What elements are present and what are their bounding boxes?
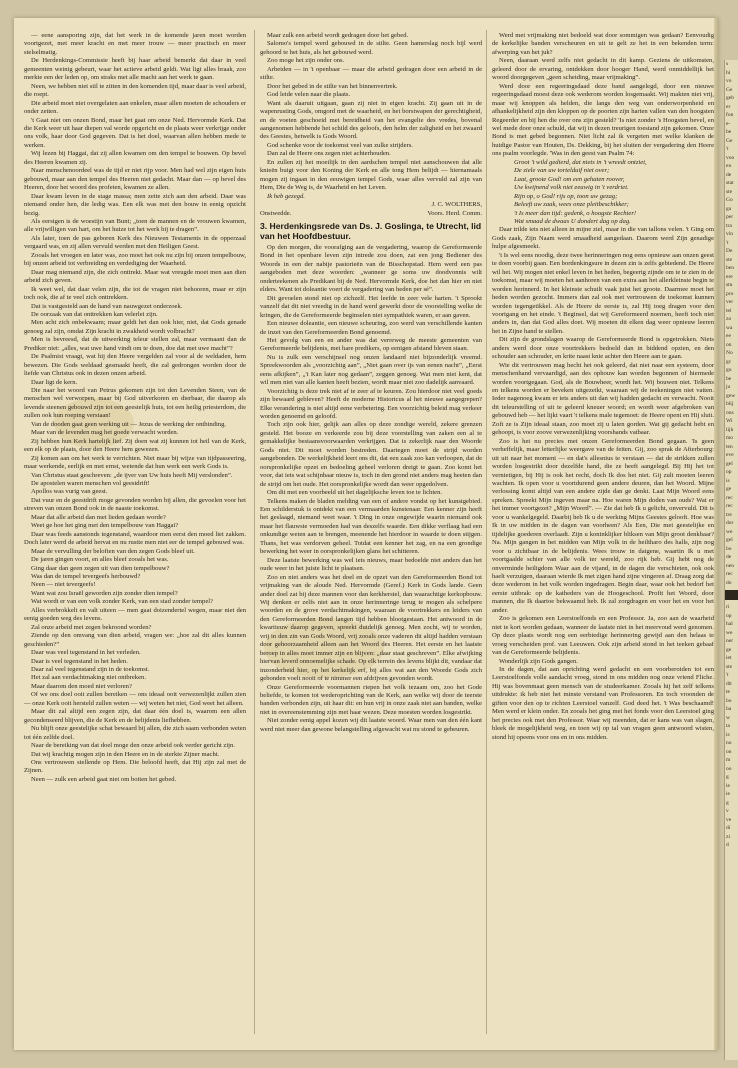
edge-fragment: de [726, 554, 732, 560]
paragraph: Maar dat alle arbeid dan met lieden gedaan worde? [31, 513, 166, 521]
edge-fragment: do [726, 579, 732, 586]
place-name: Onstwedde. [260, 209, 292, 217]
paragraph: Maar dit zal altijd een zegen zijn, dat daar één doel is, waarom een allen gecondenseerd blijven, die de Kerk en de belijdenis liefhebben. [24, 708, 246, 724]
paragraph: Daar kwam leven in de stage massa; men zette zich aan den arbeid. Daar was niemand onder hen, die ledig was. Een elk was met den bouw in eenig opzicht bezig. [24, 192, 246, 217]
edge-fragment: ten [726, 443, 733, 450]
edge-fragment: v [726, 808, 729, 814]
edge-fragment: lijk [726, 426, 734, 433]
paragraph: Maar zulk een arbeid wordt gedragen door het gebed. [267, 32, 409, 39]
paragraph: Ging daar dan geen zegen uit van dien tempelbouw? [31, 564, 170, 572]
column-divider [254, 30, 255, 1034]
paragraph: Die arbeid moet niet overgelaten aan enkelen, maar allen moeten de schouders er onder zetten. [24, 99, 246, 116]
edge-fragment: e- [726, 120, 731, 127]
paragraph: Dit gevoelen stond niet op zichzelf. Het leefde in zeer vele harten. 't Sprookt vanzelf dat dit niet vreedig in de hand werd gewerkt door de voorstelling welke de kringen, die de Gereformeerde beginselen niet sympathiek waren, er aan gaven. [260, 294, 482, 319]
paragraph: — eene aansporing zijn, dat het werk in de komende jaren moet worden voortgezet, met meer kracht en met meer trouw — meer practisch en meer stelselmatig. [24, 32, 246, 56]
paragraph: Alles verbrokkelt en valt uiteen — men gaat doizendertel wegen, maar niet den eenig goeden weg des levens. [24, 606, 246, 623]
edge-fragment: per [726, 214, 734, 220]
paragraph: Zoo is het nu precies met onzen Gereformeerden Bond gegaan. 'Is geen verheffelijk, maar letterlijke weergave van de feiten. Gij, zoo sprak de Afterbourg: uit uit naar het moment — en dat's allesnius te verstaan — dat de strikken zullen worden losgestrikt door dezelfde hand, die ze heeft aangelegd. Bij Hij het tot vernietigen, bij Hij is ook het recht, doch Ik dos het niet. Gij zult moeten leeren wachten. Ik open voor u voortdurend geen andere deuren, dan het Woord. Mijne verlossing komt altijd van een andere zijde dan ge denkt. Laat Mijn Woord eens spreken. Spreekt Mijn ingeven maar na. Hoe waren Mijn doden van ouds? Wat er het immer voortgezet? „Mijn Woord”. — Zie dat heb Ik u gelicht, onvervuld. Dit is voor u wankelgegeld. Daarbij heb Ik u de werking Mijns Geestes gelooft. Hoe was Ik in uw midden in de dagen van voorheen? Als Een, Die met geestelijke en tijdelijke goederen overlaadt. Zijn u koninklijker bliksen van Mijn groot denkbaar? Na. Mijn gangen in het midden van Mijn volk in de heiltharo des halls, zijn nog voor u zichtbaar in de belijdenis. Wees trouw in datgene, waartin Ik u met voortgaalde schier van alle volk ter wereld, zoo rijk heb. Gij hebt nog de onverminde heiligdom Waar aan de vijand, in de dagen die verschieten, ook ook haelt verzuigen, daaraan wierde Ik met zigen hand zijne vingeren af. Draag zorg dat deze wederom in het volk worden ingedragen. Begin daar, waar ook het bedorf het eerste uitbrak: op de katheders van de Hoogeschool. Profit het Woord, door mannen, die Ik daartoe bekwaamd heb. Ik zal zorgdragen en voor het en voor het ander. [492, 437, 714, 614]
edge-fragment: stu [726, 282, 733, 288]
edge-fragment: en [726, 163, 732, 169]
paragraph: Ik heb gezegd. [267, 192, 305, 200]
paragraph: Ons vertrouwen stellende op Hem. Die beloofd heeft, dat Hij zijn zal met de Zijnen. [24, 758, 246, 775]
edge-fragment: dor [726, 520, 734, 526]
article-heading: 3. Herdenkingsrede van Ds. J. Goslinga, te Utrecht, lid van het Hoofdbestuur. [260, 220, 482, 241]
paragraph: Daar trilde iets niet alleen in mijne ziel, maar in die van tallons velen. 't Ging om Gods zaak, Zijn Naam werd smaadheid aangedaan. Daarom werd Zijn genadige hulpe afgesmeekt. [492, 226, 714, 251]
edge-fragment: tra [726, 222, 732, 229]
edge-fragment: hal [726, 621, 733, 627]
edge-fragment: te [726, 689, 730, 695]
edge-fragment: bo [726, 545, 732, 552]
edge-fragment: ba [726, 706, 732, 712]
paragraph: Werd door een regeeringsdaad deze band aangelegd, door een nieuwe regeeringsdaad moest deze ook wederom worden losgemaakt. Wij makten niet vrij, maar wij knoppen als helden, die langs den weg van onderworpenheid en afhankelijkheid zijn den kloppen op de poorten zijn harten vallen van den hoogsten Regeerder en bij hen die over ons zijn gesteld? 'Is niet zonder 's Hoogsten bevel, en wel mede door onze schuld, dat wij in dezen treurigen toestand zijn gekomen. Onze Bond is met gebed begonnen. Niet licht zal ik vergeten met welke klanken de huidige Pastor van Houten, Ds. Dekking, bij het sluiten der vergadering den Heere ons psalm voorlegde. 'Was in den geest van Psalm 74: [492, 82, 714, 158]
paragraph: Van Christus staat geschreven: „de ijver van Uw huis heeft Mij verslonden”. [31, 471, 233, 479]
edge-fragment: ste [726, 188, 733, 195]
verse-line: De ziele van uw tortelduif niet over; [514, 167, 610, 175]
paragraph: Nu blijft onze geestelijke schat bewaard bij allen, die zich saam verbonden weten tot één zelfde doel. [24, 725, 246, 741]
paragraph: Zoo moge het zijn onder ons. [267, 57, 345, 65]
edge-fragment: we [726, 629, 733, 636]
paragraph: Was dan de tempel tevergeefs herbouwd? [31, 573, 141, 580]
edge-fragment: di [726, 825, 731, 831]
paragraph: Zooals het vroegen en later was, zoo moet het ook nu zijn bij onzen tempelbouw, bij onzen arbeid tot verbreiding en verdediging der Waarheid. [24, 251, 246, 268]
paragraph: De Psalmist vraagt, wat hij den Heere vergelden zal voor al de weldaden, hem bewezen. Die Gods weldaad gesmaakt heeft, die zal gedrongen worden door de liefde van Christus ook in dezen onzen arbeid. [24, 353, 246, 378]
newspaper-page [14, 18, 718, 1050]
paragraph: Neen — niet tevergeefs! [31, 581, 96, 589]
edge-fragment: Ge [726, 86, 733, 93]
edge-fragment: wa [726, 324, 733, 331]
edge-fragment: nen [726, 562, 734, 569]
edge-fragment: ons [726, 409, 734, 416]
edge-fragment: blij [726, 401, 734, 407]
paragraph: Om dit met een voorbeeld uit het dagelijksche leven toe te lichten. [267, 489, 443, 497]
psalm-verse [492, 159, 714, 227]
paragraph: Wonderlijk zijn Gods gangen. [499, 657, 578, 665]
edge-fragment: ta [726, 723, 730, 729]
paragraph: Dat is vastgesteld aan de hand van nauwgezet onderzoek. [31, 302, 183, 310]
edge-fragment: ie [726, 782, 730, 789]
paragraph: Daar zal veel tegenstand zijn in de toekomst. [31, 665, 150, 673]
paragraph: Door het gebed in de stilte van het binnenvertrek. [267, 82, 398, 90]
paragraph: God leide velen naar die plaats. [267, 91, 351, 99]
paragraph: Arbeiden — in 't openbaar — maar die arbeid gedragen door een arbeid in de stilte. [260, 65, 482, 82]
edge-fragment: bo [726, 697, 732, 704]
paragraph: Een nieuwe doleantie, een nieuwe scheuring, zoo werd van verschillende kanten de inzet van den Gereformeerden Bond genoemd. [260, 320, 482, 336]
paragraph: Neen, we hebben niet stil te zitten in den komenden tijd, maar daar is veel arbeid, die roept. [24, 82, 246, 99]
paragraph: Dan zal de Heere ons zegen niet achterhouden. [267, 150, 391, 158]
paragraph: Naar menschenoordeel was de tijd er niet rijp voor. Men had wel zijn eigen huis gebouwd, maar aan den tempel des Heeren niet gedacht. Maar dan — op bevel des Heeren, door het woord des profeten, kwamen ze allen. [24, 167, 246, 192]
paragraph: Neen — zulk een arbeid gaat niet om boiten het gebed. [31, 775, 177, 783]
edge-fragment: be [726, 129, 732, 135]
edge-fragment: op [726, 612, 732, 619]
paragraph: 't Is wel eens noodig, deze twee herinneringen nog eens opnieuw aan onzen geest te doen voorbij gaan. Een bordenkingsure in dezen zin is zelfs gebiedend. De Heere wil het. Wij mogen niet enkel leven in het heden, begeerig zijnde om te te zien in de toekomst, maar wij moeten het aanhoren van een extra aan het allerkleinste begin te worden herinnerd. In het kleinste schuilt vaak juist het groote. Daarmee moet het heden worden gezocht. Immers dan zal ook met vertrouwen de toekomst kunnen worden tegengetikkel. Als de Heere de eerste is, zal Hij toeg dragen voor den voortgang en het einde. 't Beginsel, dat wij Gereformeerd noemen, heeft toch niet anders in, dan dat God alles doet. Wij moeten dit elken dag weer opnieuw leeren het in Zijne hand te stellen. [492, 251, 714, 335]
edge-fragment: on [726, 341, 732, 348]
paragraph: Telkens maken de bladen melding van een of andere vondst op het kunstgebied. Een schilderstuk is ontdekt van een vermaarden kunstenaar. Een kenner zijn heeft het geslaagd, niemand weet waar. 't Ding in onze ongewijde waarin niemand ook maar het flauwste vermoeden had van deszelfs waarde. Een dikke verflaag had een onkundige weten aan te brengen, meenende het hierdoor in waarde te doen stijgen. Thans, het was verdorven geheel. Totdat een kenner het zag, en na een grondige bewerking het weer in oorspronkelijken glans het schitteren. [260, 497, 482, 556]
edge-fragment: ste [726, 663, 733, 670]
paragraph: Van de dooden gaat geen werking uit — Jezus de werking der ontbinding. [31, 420, 227, 428]
edge-fragment: vo [726, 78, 732, 84]
edge-fragment: pro [726, 290, 734, 297]
paragraph: Als later, toen de pas geboren Kerk des Nieuwen Testaments in de opperzaal vergaard was, en zij allen vervuld werden met den Heiligen Geest. [24, 234, 246, 251]
paragraph: God schenke voor de toekomst veel van zulke strijders. [267, 141, 413, 149]
edge-fragment: 't [726, 146, 729, 152]
edge-fragment: ere [726, 273, 733, 280]
edge-fragment: stat [726, 180, 734, 186]
verse-line: Wat smaad de dwaas U dondert dag op dag. [514, 217, 631, 225]
paragraph: Men acht zich onbekwaam; maar geldt het dan ook hier, niet, dat Gods genade genoeg zal zijn, omdat Zijn kracht in zwakheid wordt volbracht? [24, 319, 246, 335]
paragraph: Salomo's tempel werd gebouwd in de stilte. Geen hamerslag noch bijl werd gehoord te het huis, als het gebouwd werd. [260, 40, 482, 56]
edge-fragment: ver [726, 299, 734, 305]
edge-fragment: de [726, 171, 732, 178]
paragraph: Zoo is gekomen een Leerstoelfonds en een Professor. Ja, zoo aan de waarheid niet te kort worden gedaan, wanneer de laatste niet in het meervoud werd genomen. Op deze plaats wordt nog een eerbiedige herinnering gewijd aan den helaas te vroeg verscheiden prof. van Leeuwen. Ook zijn arbeid stond in het teeken gebaaf van de Gereformeerde belijdenis. [492, 615, 714, 657]
paragraph: Het zal aan verdachtmaking niet ontbreken. [31, 674, 146, 682]
paragraph: Dat wij krachtig mogen zijn in den Heere en in de sterkte Zijner macht. [31, 750, 220, 758]
edge-fragment: eve [726, 452, 734, 458]
paragraph: Zal onze arbeid met zegen bekroond worden? [31, 623, 152, 631]
edge-fragment: oo [726, 765, 732, 772]
paragraph: Voorzichtig is deze trek niet af te zeer af te keuren. Zou hierdoor niet veel goeds zijn bewaard gebleven? Heeft de moderne Historicus al het nieuwe aangegrepen? Elke verandering is niet altijd eene verbetering. Een voorzichtig beleid mag verkeer worden genoemd en geloofd. [260, 387, 482, 421]
text-column-3 [492, 32, 714, 1032]
paragraph: De apostelen waren menschen vol geestdrift! [31, 480, 150, 488]
edge-fragment: er [726, 103, 731, 110]
paragraph: Want als daaruit uitgaan, gaan zij niet in eigen kracht. Zij gaan uit in de wapenrusting Gods, omgord met de waarheid, en het borstwapen der gerechtigheid, en de voeten geschoeid met bereidheid van het evangelie des vredes, bovenal aangenomen hebbende het schild des geloofs, den helm der zaligheid en het zwaard des Geestes, hetwelk is Gods Woord. [260, 99, 482, 141]
paragraph: Daar ligt de kern. [31, 378, 78, 386]
edge-fragment: tel [726, 307, 732, 314]
edge-fragment: m [726, 757, 731, 763]
edge-fragment: d [726, 842, 729, 848]
paragraph: Ziende op den omvang van dien arbeid, vragen we: „hoe zal dit alles kunnen geschieden?” [24, 632, 246, 648]
signature-name: J. C. WOLTHERS, [431, 201, 482, 209]
edge-fragment: gc [726, 358, 732, 365]
paragraph: Deze laatste bewerking was wel iets nieuws, maar bedoelde niet anders dan het oude weer in het juiste licht te plaatsen. [260, 556, 482, 573]
edge-fragment: ju [726, 384, 731, 390]
paragraph: Dat vuur en de geestdrift moge gevonden worden bij allen, die gevoelen voor het streven van onzen Bond ook in de naaste toekomst. [24, 496, 246, 513]
edge-fragment: zo [726, 316, 732, 322]
paragraph: Toch zijn ook hier, gelijk aan alles op deze zondige wereld, zekere grenzen gesteld. Het booze en verkeerde zou bij deze voorstelling van zaken een al te gemakkelijke bestaansvoorwaarden verkrijgen. Dat is zekerlijk naar den Woorde Gods niet. Dit moet worden bestreden. Daartegen moet de strijd worden aangebonden. De werkelijkheid leert ons dit, dat een zaak zoo kan verloopen, dat de oorspronkelijke opzet en bedoeling geheel verloren dreigt te gaan. Zoo komt het voor, dat iets wat schijnbaar nieuw is, toch in den grond niet anders mag heeten dan de strijd om het oude. Het oorspronkelijke wordt dan weer opgedolven. [260, 421, 482, 488]
edge-block [725, 590, 738, 600]
paragraph: Zij hebben hun Kerk hartelijk lief. Zij doen wat zij kunnen tot heil van de Kerk, een elk op de plaats, door den Heere hem gewezen. [24, 437, 246, 454]
edge-fragment: fon [726, 112, 734, 118]
edge-fragment: ga [726, 205, 732, 212]
paragraph: Zoo en niet anders was het doel en de opzet van den Gereformeerden Bond tot vrijmaking van de aloude Ned. Hervormde (Geref.) Kerk in Gods lande. Geen ander doel zat bij deze mannen voor dan kerkherstel, dan waarachtige kerkopbouw. Wij denken er zelfs niet aan in onze herinneringe terug te mogen als schelpere woorden en de grove verdachtmakingen, waaraan de voortrekkers en leiders van den Gereformeerden Bond langen tijd hebben blootgestaan. Het antwoord in de kwartieuw daarop gegeven, spreekt duidelijk genoeg. Men zocht, wij te worden, vrij in den zin van Gods Woord, vrij zooals onze vaderen dit altijd hadden verstaan door gehoorzaamheid alleen aan het Woord des Heeren. Het eerste en het laatste beroep in alles moet immer zijn en blijven: „daar staat geschreven”. Elke afwijking hiervan leverd onnoemelijke schade. Op elk terrein des levens blijkt dit, vandaar dat inzonderheid hier, op het kerkelijk erf, bij alles wat aan den Woorde Gods zich gebonden voelt nooit of te nimmer een afdrijven gevonden wordt. [260, 573, 482, 683]
paragraph: Men is bevreesd, dat de uitwerking teleur stellen zal, maar vermaant dan de Prediker niet: „alles, wat uwe hand vindt om te doen, doe dat met uwe macht”? [24, 336, 246, 352]
paragraph: Maar de vervulling der beloften van den zegen Gods bleef uit. [31, 547, 195, 555]
paragraph: Daar was veel tegenstand in het verleden. [31, 649, 141, 657]
edge-fragment: ner [726, 638, 734, 644]
paragraph: Dit zijn de grondslagen waarop de Gereformeerde Bond is opgetrokken. Niets anders werd door onze voortrekkers bedoeld dan in biddend opzien, en den schouder aan schouder, en krite naast knie achter den Heere aan te gaan. [492, 336, 714, 361]
edge-fragment: ste [726, 256, 733, 263]
text-column-1 [24, 32, 246, 1032]
paragraph: Want wat zou Israël geworden zijn zonder dien tempel? [31, 589, 178, 597]
verse-line: 't Is meer dan tijd: gedenk, o hoogste Rechter! [514, 209, 637, 217]
paragraph: Of we ons doel ooit zullen bereiken — ons ideaal ooit verwezenlijkt zullen zien — onze Kerk ooit hersteld zullen weten — wij weten het niet, God weet het alleen. [24, 691, 246, 707]
edge-fragment: op [726, 469, 732, 475]
edge-fragment: zi [726, 833, 730, 840]
edge-fragment: ben [726, 265, 734, 271]
text-column-2 [260, 32, 482, 1032]
paragraph: Nu is zulk een verschijnsel nog onzen landaard niet bijzonderlijk vreemd. Spreekwoorden als „voorzichtig aan”, „Niet gaan over ijs van eenen nacht”, „Eerst eens afkijken”, „'t Kan later nog gedaan”, zeggen genoeg. Wat men niet kent, dat wil men niet van alle kanten heeft bezien, wordt maar niet zoo dadelijk aanvaard. [260, 353, 482, 387]
edge-fragment: ri [726, 604, 730, 610]
paragraph: 't Gaat niet om onzen Bond, maar het gaat om onze Ned. Hervormde Kerk. Dat die Kerk weer uit haar diepen val worde opgericht en de plaats weer verkrijge onder ons volk, haar door God gegeven. Dat is het doel, waarvan allen hebben mede te werken. [24, 116, 246, 149]
paragraph: Zij komen aan om het werk te verrichten. Niet maar bij wijze van tijdpasseering, maar werkende, eerlijk en met ernst, wetende dat hun werk een werk Gods is. [24, 454, 246, 471]
verse-line: Groot 't wild gedierd, dat niets in 't wreedt ontziet, [514, 158, 647, 166]
paragraph: Neen, daaraan werd zelfs niet gedacht in dit kamp. Geziens de uitkomsten, geleerd door de ervaring, ontdekken door hooger Hand, werd onmiddellijk het woord doorgegeven „geen scheiding, maar vrijmaking”. [492, 57, 714, 82]
edge-fragment: we [726, 528, 733, 535]
paragraph: Daar is veel tegenstand in het heden. [31, 657, 128, 665]
edge-fragment: gu [726, 367, 732, 373]
edge-fragment: gel [726, 537, 733, 543]
paragraph: Maar daarom den moed niet verloren? [31, 682, 132, 690]
verse-line: Beleeft uw zaak, wees onze pleitbeschikker; [514, 201, 629, 209]
signature-title: Voors. Herd. Comm. [427, 209, 482, 217]
edge-fragment: be [726, 375, 732, 382]
edge-fragment: ge [726, 486, 732, 492]
paragraph: Werd met vrijmaking niet bedoeld wat door sommigen was gedaan? Eenvoudig de kerkelijke banden verscheuren en uit te gelt ze het in een bekenden term: afwerping van het juk? [492, 32, 714, 56]
edge-fragment: no [726, 740, 732, 746]
paragraph: Wie dit vertrouwen mag hecht het ook geleerd, dat niet naar een systeem, door menschenhand vervaardigd, aan des ophouw kan worden begonnen of hiermede worden voortgegaan. God, als de Bouwheer, wordt het. Wij bouwen niet. Telkens en telkens worden er beveken uitgezeikt, waaraan wij de teekeningen niet vatten. Ieder nagenoeg kwam er iets anders uit dan wij hadden gedacht en verwacht. Nooit dit teleurstelling of uit te geleerd kneuer woord; en wordt weer afgebroken van gebouwd heb — het lijkt vaart 't telkens male tegemoet: de Heere opent en Hij sluit. Zoft ze is Zijn ideaal staan, zoo moet zij u laten gorden. Wat gij gedacht hebt en gehoopt, is voor zoove verwezenlijking voorshands vatbaar. [492, 361, 714, 437]
paragraph: Onze Gereformeerde voormannen riepen het volk tezaam om, zoo het Gode beliefde, te komen tot wederoprichting van de Kerk, aan welke wij door de teerste banden verbonden zijn, uit haar dit: en hun vrij in onze zaak niet aan banden, welke niet in overeenstemming zijn met haar wezen. Deze moesten worden losgestrikt. [260, 683, 482, 716]
paragraph: Weet ge hoe het ging met den tempelbouw van Haggai? [31, 522, 179, 530]
paragraph: Maar van de levenden mag het goede verwacht worden. [31, 429, 179, 437]
edge-fragment: voo [726, 154, 735, 161]
adjacent-page-edge [724, 60, 738, 1060]
edge-fragment: Ge [726, 137, 733, 144]
verse-line: Rijn op, o God! rijs op, toon uw gezag; [514, 192, 618, 200]
paragraph: In de dagen, dat aan oprichting werd gedacht en een voorberoiden tot een Leerstoelfonds volle aandacht vroeg, stond in ons midden nog onze vriend Fliche. Hij was bovenmaat geen mensch van de studeerkamer. Zooals hij het zelf telkens uitdrukte: ik heb niet het minste verstand van Professoren. En toch vroonden de giften voor den op te richten Leerstoel vanzelf. God deed het. 't Was beschaamd! Men werd er klein onder. En zooals het ging met het fonds voor den Leerstoel ging het precies ook met den Professor. Waar wij meenden, dat er kans was van slagen, bleek de mogelijkheid weg, en toen wij op tal van vragen geen antwoord wisten, stond hij opeens voor ons en in ons midden. [492, 665, 714, 741]
edge-fragment: gew [726, 392, 736, 399]
edge-fragment: ve [726, 816, 732, 823]
edge-fragment: 't [726, 672, 729, 678]
paragraph: Die naar het woord van Petrus gekomen zijn tot den Levenden Steen, van de menschen wel verworpen, maar bij God uitverkoren en dierbaar, die daarop als levende steenen gebouwd zijn tot een geestelijk huis, tot een heilig priesterdom, die zullen ook hun roeping verstaan! [24, 387, 246, 420]
edge-fragment: dit [726, 680, 732, 687]
column-divider [486, 30, 487, 1034]
paragraph: Niet zonder eenig appel kozen wij dit laatste woord. Waar men van den één kant werd niet meer dan gewone belangstelling afgewacht wat nu stond te gebeuren. [260, 717, 482, 733]
edge-fragment: is [726, 731, 730, 738]
edge-fragment: ee [726, 333, 731, 339]
edge-fragment: gel [726, 460, 733, 467]
paragraph: Ik weet wel, dat daar velen zijn, die tot de vragen niet behooren, maar er zijn toch ook, die af te veel zich onttrekken. [24, 285, 246, 302]
edge-fragment: on [726, 748, 732, 755]
edge-fragment: No [726, 350, 733, 356]
edge-fragment: s [726, 61, 729, 67]
edge-fragment: rec [726, 494, 733, 501]
edge-fragment: vin [726, 231, 734, 237]
edge-fragment: ge [726, 646, 732, 653]
edge-fragment: rec [726, 503, 733, 509]
edge-fragment: iet [726, 655, 732, 661]
edge-fragment: De [726, 248, 733, 254]
edge-fragment: ie [726, 791, 730, 797]
edge-fragment: is [726, 477, 730, 484]
paragraph: Als eerstgen is de woestijn van Bunt; „toen de mannen en de vrouwen kwamen, alle vrijwilligen van hart, om het huize tot het werk bij te dragen”. [24, 217, 246, 234]
edge-fragment: w [726, 714, 730, 721]
paragraph: Daar was feeds aanstonds tegenstand, waardoor men eerst den moed liet zakken. Doch later werd de arbeid hervat en nu rustte men niet eer de tempel gebouwd was. [24, 530, 246, 547]
paragraph: Daar mag niemand zijn, die zich onttrekt. Maar wat vreugde moet men aan dien arbeid zich geven. [24, 268, 246, 285]
page-fold [714, 18, 718, 1050]
edge-fragment: 't [726, 239, 729, 246]
paragraph: Het gevolg van een en ander was dat verreweg de meeste gemeenten van Gereformeerde belijdenis, met hare predikers, op eenigen afstand bleven staan. [260, 336, 482, 353]
verse-line: Laat, groote God! om een gehaten roover, [514, 175, 625, 183]
paragraph: Naar de bereiking van dat doel moge den onze arbeid ook verder gericht zijn. [31, 742, 235, 750]
edge-fragment: tre [726, 511, 732, 518]
edge-fragment: rec [726, 571, 733, 577]
paragraph: Apollos was vurig van geest. [31, 488, 108, 496]
paragraph: Wat wordt er van een volk zonder Kerk, van een stad zonder tempel? [31, 598, 214, 606]
edge-fragment: g [726, 799, 729, 806]
verse-line: Uw kwijnend volk niet eeuwig in 't verdriet. [514, 184, 629, 192]
edge-fragment: geb [726, 95, 734, 101]
edge-fragment: Go [726, 197, 733, 203]
paragraph: De jaren gingen voort, en alles bleef zooals het was. [31, 556, 169, 564]
paragraph: De oorzaak van dat onttrekken kan velerlei zijn. [31, 310, 158, 318]
edge-fragment: hi [726, 69, 731, 76]
edge-fragment: g [726, 774, 729, 780]
paragraph: En zullen zij het moeilijk in den aardschen tempel niet aanschouwen dat alle knieën buigt voor den Koning der Kerk en alle tong Hem belijdt — hiernamaals mogen zij ingaan in den eeuwigen tempel Gods, waar alles vervuld zal zijn van Hem, Die de Weg is, de Waarheid en het Leven. [260, 158, 482, 192]
paragraph: De Herdenkings-Commissie heeft bij haar arbeid bemerkt dat daar in veel gemeenten weinig gebeurt, waar het actieve arbeid geldt. Wat ligt alles braak, zoo merkte een der leden op, om straks met alle macht aan het werk te gaan. [24, 57, 246, 82]
paragraph: Op den morgen, die voorafging aan de vergadering, waarop de Gereformeerde Bond in het openbare leven zijn intrede zou doen, zat een jong Bediener des Woords in een der nabije pastorieën van de Bisschopstad. Hem werd een pas aangeboden met deze woorden: „wanneer ge soms uw doodvonnis wilt onderteekenen als Predikant bij de Ned. Hervormde Kerk, doe het dan hier en niet elders. Want tot doleantie voert de vergadering van heden per sé”. [260, 243, 482, 294]
edge-fragment: Wi [726, 418, 733, 424]
paragraph: Wij lezen bij Haggai, dat zij allen kwamen om den tempel te bouwen. Op bevel des Heeren kwamen zij. [24, 150, 246, 166]
edge-fragment: mo [726, 435, 734, 441]
